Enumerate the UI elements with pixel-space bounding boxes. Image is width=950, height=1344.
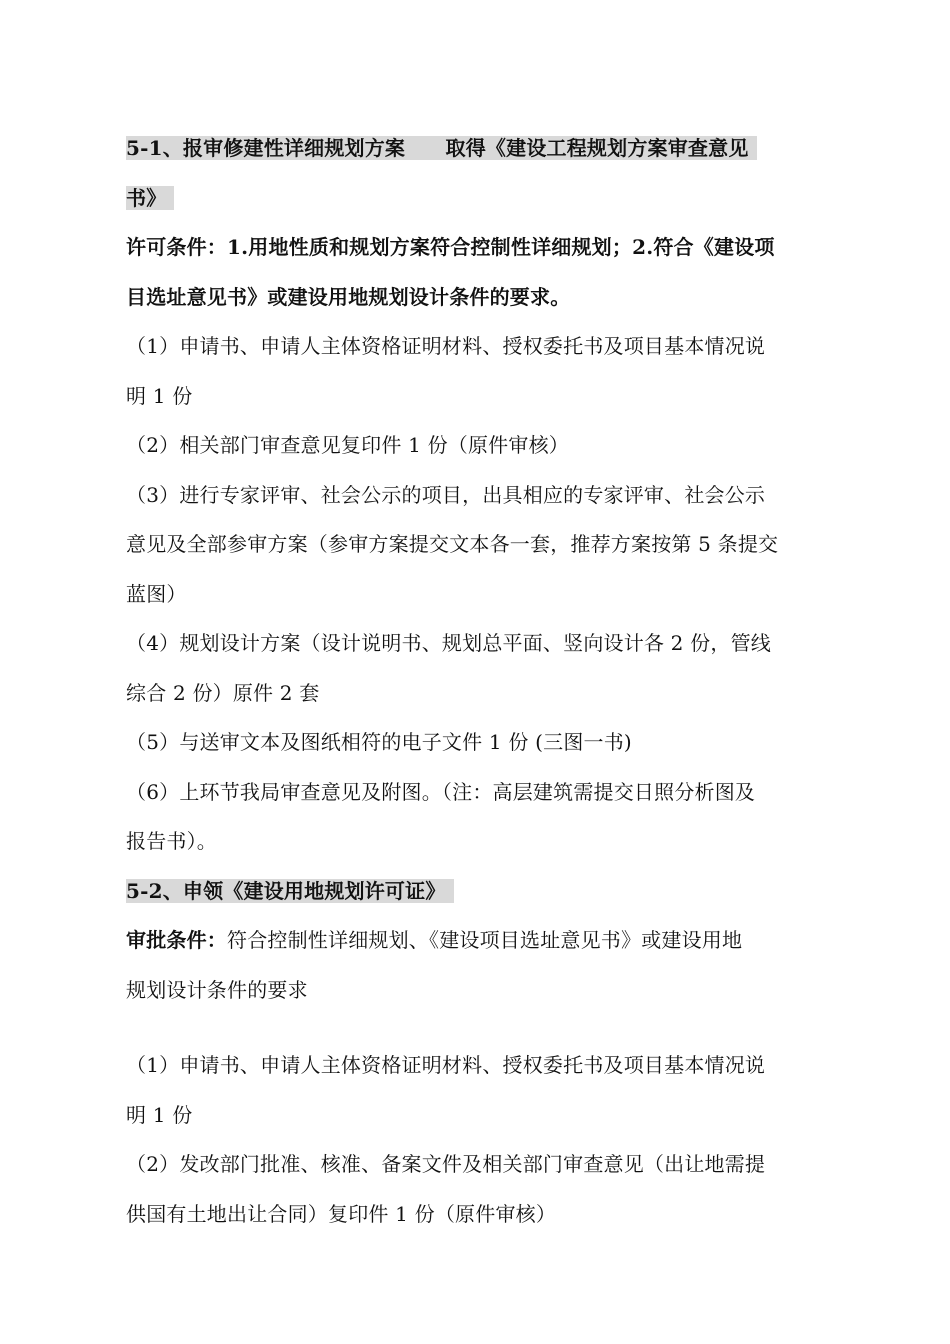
section-1-item-3-line-2: 意见及全部参审方案（参审方案提交文本各一套，推荐方案按第 5 条提交: [126, 532, 779, 556]
section-1-item-6-line-2: 报告书）。: [126, 829, 217, 853]
section-1-item-6-line-1: （6）上环节我局审查意见及附图。（注：高层建筑需提交日照分析图及: [126, 779, 756, 804]
section-1-item-4-line-1: （4）规划设计方案（设计说明书、规划总平面、竖向设计各 2 份，管线: [126, 631, 771, 655]
section-2-item-2-line-2: 供国有土地出让合同）复印件 1 份（原件审核）: [126, 1201, 557, 1226]
section-1-item-5-line-1: （5）与送审文本及图纸相符的电子文件 1 份 (三图一书): [126, 730, 632, 754]
section-1-title-highlight: 5-1、报审修建性详细规划方案 取得《建设工程规划方案审查意见: [126, 136, 757, 160]
section-2-condition-line-2: 规划设计条件的要求: [126, 977, 308, 1002]
section-1-item-2-line-1: （2）相关部门审查意见复印件 1 份（原件审核）: [126, 433, 569, 457]
section-2-title-highlight: 5-2、申领《建设用地规划许可证》: [126, 879, 454, 903]
document-page: [126, 124, 842, 1239]
section-2-item-1-line-2: 明 1 份: [126, 1102, 193, 1127]
section-2-condition-label: 审批条件：: [126, 928, 227, 952]
blank-line: [126, 1015, 842, 1041]
section-1-condition-label: 许可条件：: [126, 235, 227, 259]
section-2-item-2-line-1: （2）发改部门批准、核准、备案文件及相关部门审查意见（出让地需提: [126, 1152, 766, 1176]
section-1-item-1-line-2: 明 1 份: [126, 383, 193, 408]
section-1-condition-line-1: [126, 223, 842, 273]
section-1-title-highlight-2: 书》: [126, 186, 174, 210]
section-1-condition-text: 1.用地性质和规划方案符合控制性详细规划；2.符合《建设项: [227, 235, 775, 259]
section-2-item-1-line-1: （1）申请书、申请人主体资格证明材料、授权委托书及项目基本情况说: [126, 1053, 766, 1077]
section-2-condition-line-1: [126, 916, 842, 966]
section-2-title-line: [126, 867, 842, 917]
section-1-title-line-1: [126, 124, 842, 174]
section-1-item-3-line-1: （3）进行专家评审、社会公示的项目，出具相应的专家评审、社会公示: [126, 482, 766, 507]
section-1-item-4-line-2: 综合 2 份）原件 2 套: [126, 680, 320, 705]
section-1-item-1-line-1: （1）申请书、申请人主体资格证明材料、授权委托书及项目基本情况说: [126, 334, 766, 358]
section-2-condition-text: 符合控制性详细规划、《建设项目选址意见书》或建设用地: [227, 928, 743, 952]
section-1-item-3-line-3: 蓝图）: [126, 581, 187, 606]
section-1-condition-line-2: 目选址意见书》或建设用地规划设计条件的要求。: [126, 284, 571, 309]
section-1-title-line-2: [126, 174, 842, 224]
